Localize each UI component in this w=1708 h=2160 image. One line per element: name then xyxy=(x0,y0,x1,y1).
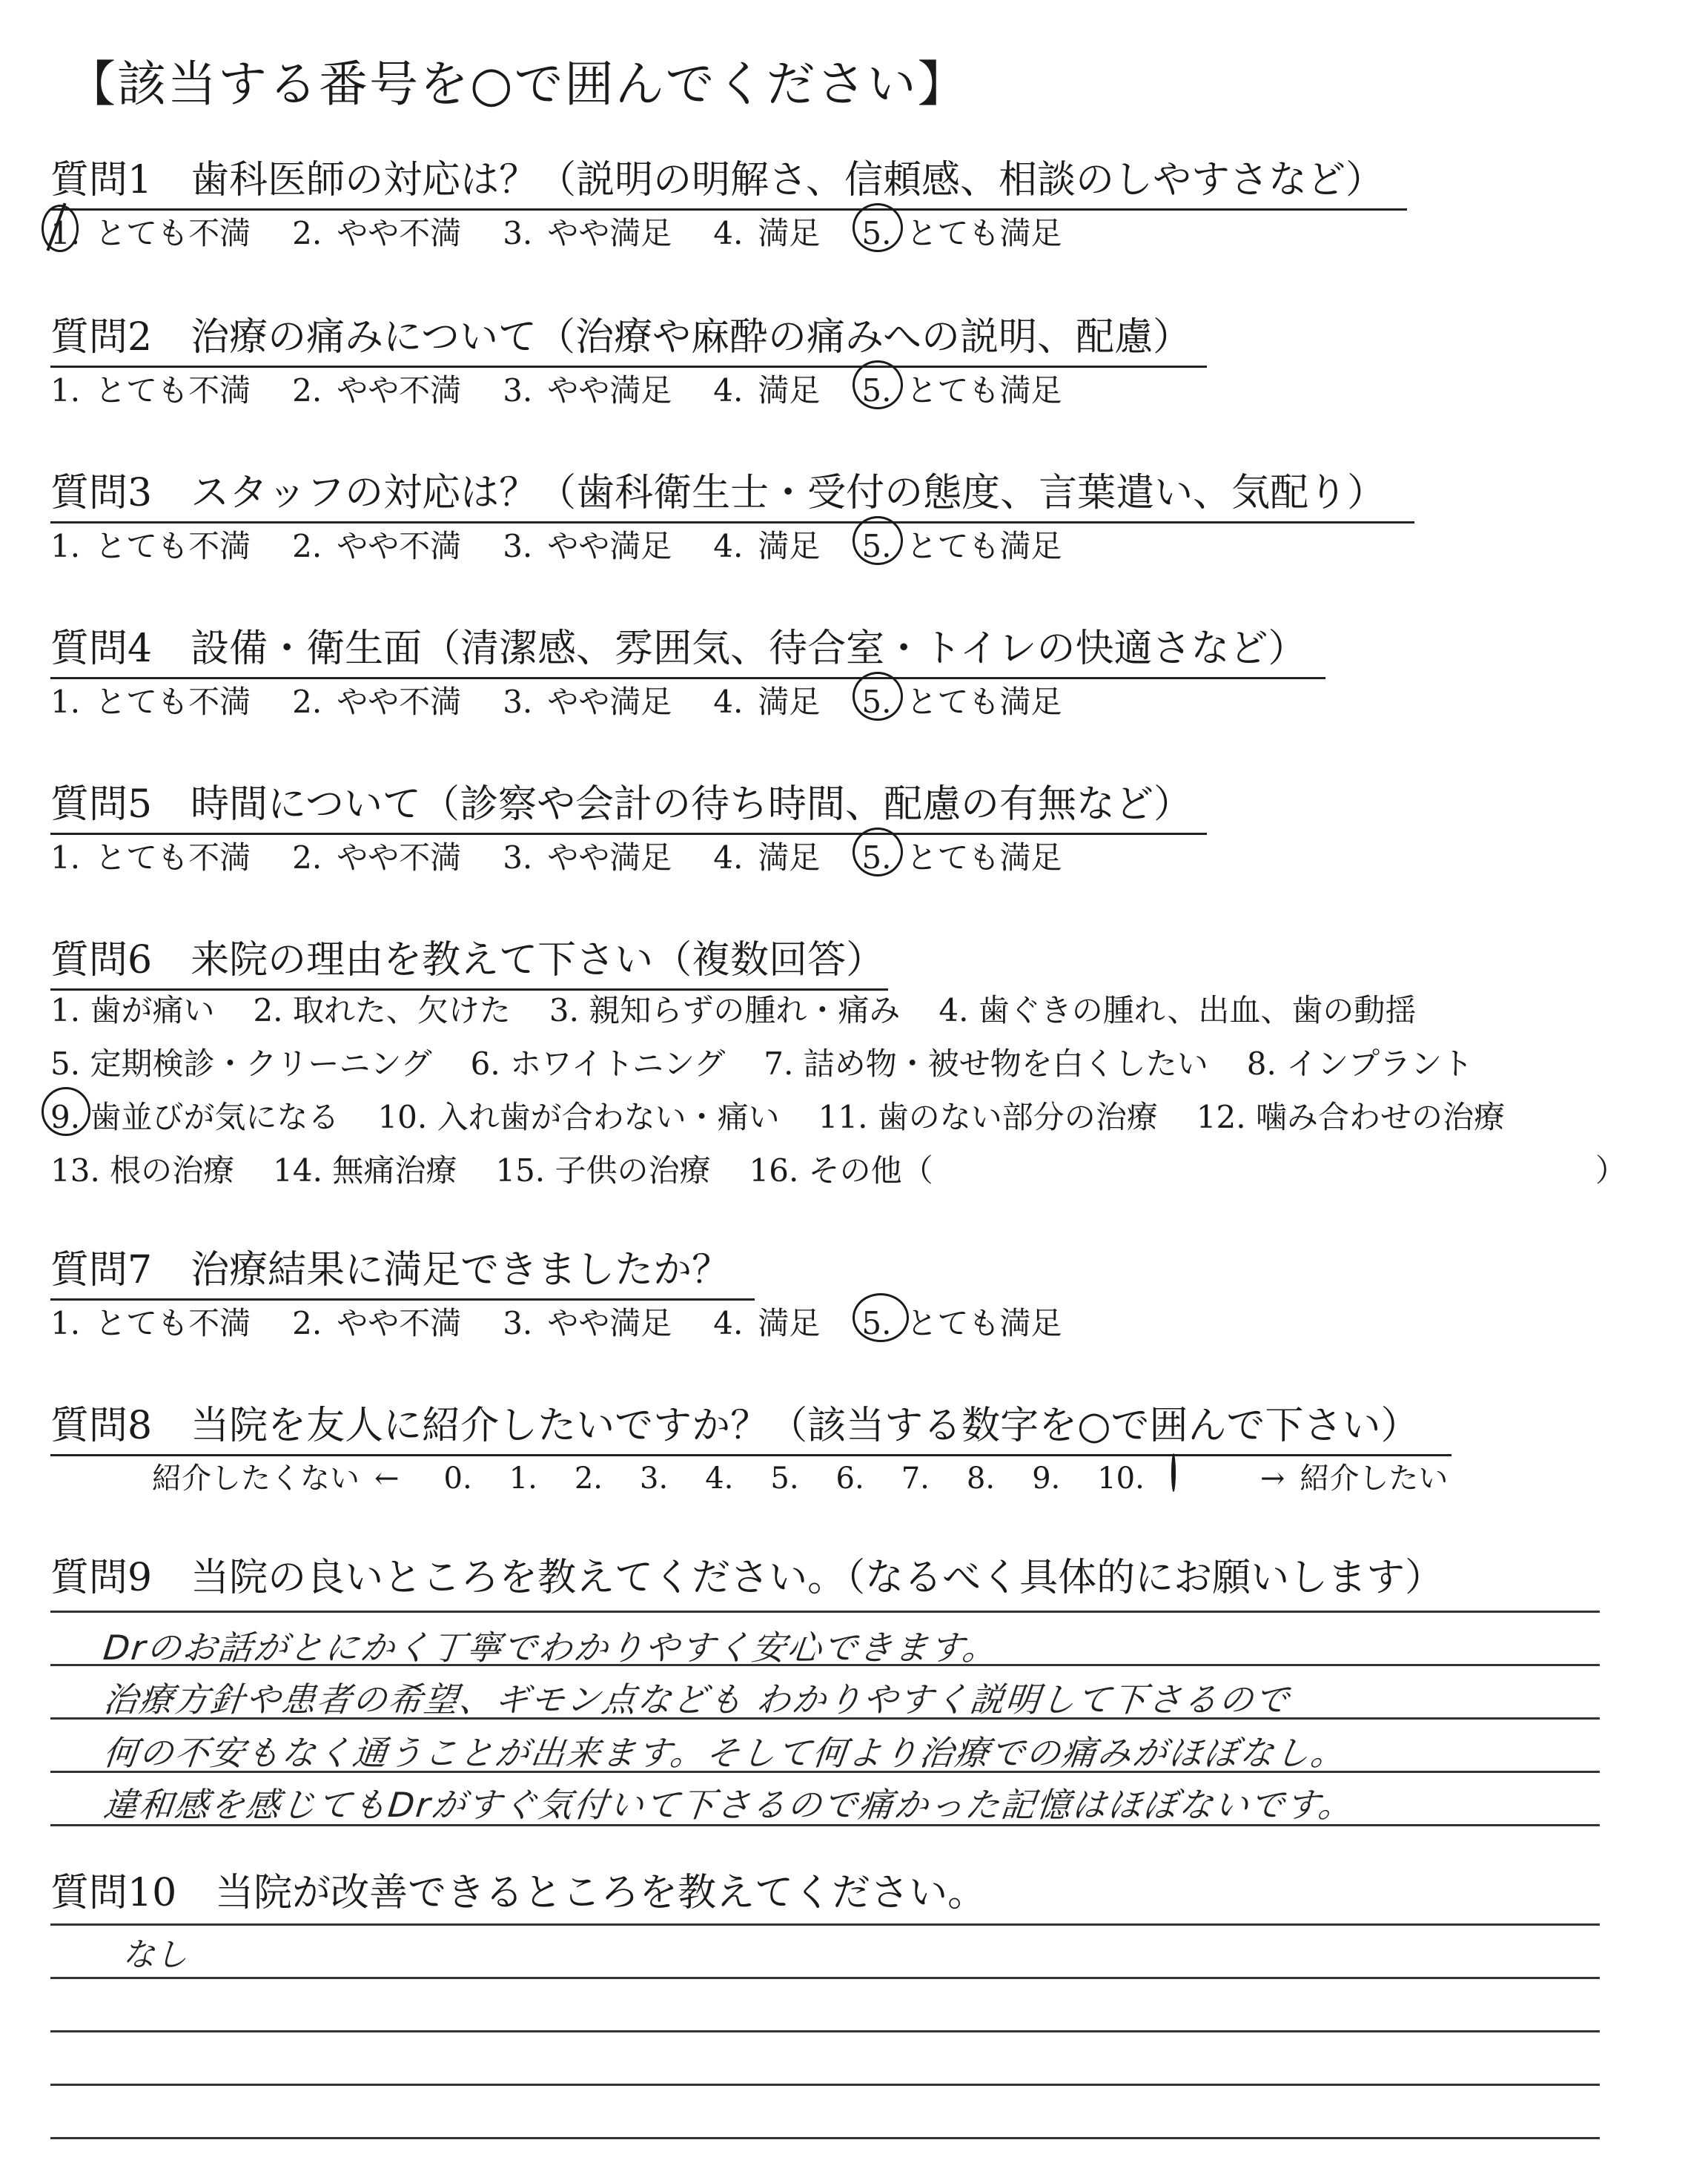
question-5-title: 質問5 時間について（診察や会計の待ち時間、配慮の有無など） xyxy=(50,773,1207,835)
selected-circle xyxy=(42,1087,90,1136)
q6-row-4 xyxy=(50,1146,972,1191)
option-3[interactable]: 3. やや満足 xyxy=(503,684,672,720)
q8-option-4[interactable]: 4. xyxy=(705,1462,734,1496)
selected-circle xyxy=(853,672,903,721)
q6-option-14[interactable]: 14. 無痛治療 xyxy=(273,1152,457,1189)
option-4[interactable]: 4. 満足 xyxy=(713,372,821,409)
q8-option-1[interactable]: 1. xyxy=(509,1462,537,1496)
option-1[interactable]: 1. とても不満 xyxy=(50,684,251,720)
option-2[interactable]: 2. やや不満 xyxy=(292,372,462,409)
q6-option-9[interactable]: 9. 歯並びが気になる xyxy=(50,1093,339,1137)
q10-answer[interactable]: なし xyxy=(122,1936,188,1974)
answer-line xyxy=(50,2084,1600,2086)
q8-option-8[interactable]: 8. xyxy=(966,1462,996,1496)
q9-answer-line-3[interactable]: 何の不安もなく通うことが出来ます。そして何より治療での痛みがほぼなし。 xyxy=(101,1733,1348,1773)
question-7-options[interactable] xyxy=(50,1299,1103,1344)
q8-option-2[interactable]: 2. xyxy=(574,1462,603,1496)
option-1[interactable]: 1. とても不満 xyxy=(50,372,251,409)
question-4-options[interactable] xyxy=(50,678,1103,722)
answer-line xyxy=(50,1611,1600,1613)
option-1[interactable]: 1. とても不満 xyxy=(50,528,251,564)
selected-circle xyxy=(853,828,903,876)
q8-option-5[interactable]: 5. xyxy=(770,1462,799,1496)
q6-option-6[interactable]: 6. ホワイトニング xyxy=(470,1046,726,1082)
q6-option-13[interactable]: 13. 根の治療 xyxy=(50,1152,235,1189)
option-4[interactable]: 4. 満足 xyxy=(713,528,821,564)
option-5[interactable]: 5. とても満足 xyxy=(861,678,1062,722)
selected-circle xyxy=(1171,1453,1176,1492)
q6-option-5[interactable]: 5. 定期検診・クリーニング xyxy=(50,1046,432,1082)
option-1[interactable]: 1. とても不満 xyxy=(50,209,251,254)
q6-option-8[interactable]: 8. インプラント xyxy=(1246,1046,1474,1082)
arrow-left-icon: ← xyxy=(374,1462,400,1496)
option-2[interactable]: 2. やや不満 xyxy=(292,839,462,876)
option-2[interactable]: 2. やや不満 xyxy=(292,528,462,564)
q6-option-11[interactable]: 11. 歯のない部分の治療 xyxy=(818,1099,1158,1135)
option-3[interactable]: 3. やや満足 xyxy=(503,372,672,409)
option-4[interactable]: 4. 満足 xyxy=(713,684,821,720)
question-7-title: 質問7 治療結果に満足できましたか？ xyxy=(50,1238,755,1301)
answer-line xyxy=(50,1923,1600,1926)
question-3-title: 質問3 スタッフの対応は？（歯科衛生士・受付の態度、言葉遣い、気配り） xyxy=(50,461,1414,524)
q6-option-12[interactable]: 12. 噛み合わせの治療 xyxy=(1196,1099,1505,1135)
selected-circle xyxy=(853,203,903,252)
q8-scale xyxy=(152,1455,1485,1497)
q6-row-2 xyxy=(50,1040,1512,1084)
option-3[interactable]: 3. やや満足 xyxy=(503,215,672,251)
option-1[interactable]: 1. とても不満 xyxy=(50,839,251,876)
option-2[interactable]: 2. やや不満 xyxy=(292,684,462,720)
selected-circle xyxy=(853,1293,909,1342)
q6-option-16[interactable]: 16. その他（ xyxy=(749,1152,933,1189)
question-10-title: 質問10 当院が改善できるところを教えてください。 xyxy=(50,1871,987,1915)
option-1[interactable]: 1. とても不満 xyxy=(50,1305,251,1341)
question-9-title: 質問9 当院の良いところを教えてください。（なるべく具体的にお願いします） xyxy=(50,1556,1444,1600)
question-5-options[interactable] xyxy=(50,833,1103,878)
q9-answer-line-1[interactable]: Drのお話がとにかく丁寧でわかりやすく安心できます。 xyxy=(101,1628,1001,1668)
q9-answer-line-4[interactable]: 違和感を感じてもDrがすぐ気付いて下さるので痛かった記憶はほぼないです。 xyxy=(101,1785,1357,1825)
selected-circle xyxy=(853,516,903,565)
q8-option-7[interactable]: 7. xyxy=(901,1462,930,1496)
answer-line xyxy=(50,2137,1600,2139)
option-3[interactable]: 3. やや満足 xyxy=(503,1305,672,1341)
question-1-options[interactable] xyxy=(50,209,1103,254)
q8-option-0[interactable]: 0. xyxy=(443,1462,472,1496)
q8-option-3[interactable]: 3. xyxy=(640,1462,669,1496)
q6-option-2[interactable]: 2. 取れた、欠けた xyxy=(253,992,511,1028)
question-8-title: 質問8 当院を友人に紹介したいですか？（該当する数字を○で囲んで下さい） xyxy=(50,1394,1452,1456)
selected-circle xyxy=(853,360,903,409)
arrow-right-icon: → xyxy=(1260,1462,1285,1496)
q6-option-4[interactable]: 4. 歯ぐきの腫れ、出血、歯の動揺 xyxy=(939,992,1417,1028)
option-4[interactable]: 4. 満足 xyxy=(713,1305,821,1341)
q6-option-7[interactable]: 7. 詰め物・被せ物を白くしたい xyxy=(764,1046,1208,1082)
q6-option-10[interactable]: 10. 入れ歯が合わない・痛い xyxy=(377,1099,780,1135)
q8-option-6[interactable]: 6. xyxy=(835,1462,864,1496)
option-5[interactable]: 5. とても満足 xyxy=(861,209,1062,254)
answer-line xyxy=(50,2030,1600,2032)
option-5[interactable]: 5. とても満足 xyxy=(861,366,1062,411)
q6-option-15[interactable]: 15. 子供の治療 xyxy=(495,1152,711,1189)
option-5[interactable]: 5. とても満足 xyxy=(861,833,1062,878)
question-3-options[interactable] xyxy=(50,522,1103,567)
question-1-title: 質問1 歯科医師の対応は？（説明の明解さ、信頼感、相談のしやすさなど） xyxy=(50,148,1407,211)
q6-row-3 xyxy=(50,1093,1543,1137)
form-header: 【該当する番号を○で囲んでください】 xyxy=(67,56,968,113)
option-4[interactable]: 4. 満足 xyxy=(713,839,821,876)
q6-row-1 xyxy=(50,986,1454,1031)
q8-right-label: 紹介したい xyxy=(1300,1462,1449,1496)
answer-line xyxy=(50,1977,1600,1979)
option-5[interactable]: 5. とても満足 xyxy=(861,522,1062,567)
question-2-title: 質問2 治療の痛みについて（治療や麻酔の痛みへの説明、配慮） xyxy=(50,305,1207,368)
option-2[interactable]: 2. やや不満 xyxy=(292,1305,462,1341)
q8-option-9[interactable]: 9. xyxy=(1032,1462,1061,1496)
option-5[interactable]: 5. とても満足 xyxy=(861,1299,1062,1344)
option-4[interactable]: 4. 満足 xyxy=(713,215,821,251)
question-6-title: 質問6 来院の理由を教えて下さい（複数回答） xyxy=(50,928,888,991)
option-3[interactable]: 3. やや満足 xyxy=(503,839,672,876)
q8-option-10[interactable]: 10. xyxy=(1097,1462,1223,1496)
question-4-title: 質問4 設備・衛生面（清潔感、雰囲気、待合室・トイレの快適さなど） xyxy=(50,617,1325,679)
q6-option-1[interactable]: 1. 歯が痛い xyxy=(50,992,215,1028)
q6-option-3[interactable]: 3. 親知らずの腫れ・痛み xyxy=(549,992,901,1028)
q8-left-label: 紹介したくない xyxy=(152,1462,360,1496)
q9-answer-line-2[interactable]: 治療方針や患者の希望、ギモン点なども わかりやすく説明して下さるので xyxy=(101,1680,1293,1720)
question-2-options[interactable] xyxy=(50,366,1103,411)
option-2[interactable]: 2. やや不満 xyxy=(292,215,462,251)
q6-other-close: ） xyxy=(1595,1152,1627,1189)
option-3[interactable]: 3. やや満足 xyxy=(503,528,672,564)
